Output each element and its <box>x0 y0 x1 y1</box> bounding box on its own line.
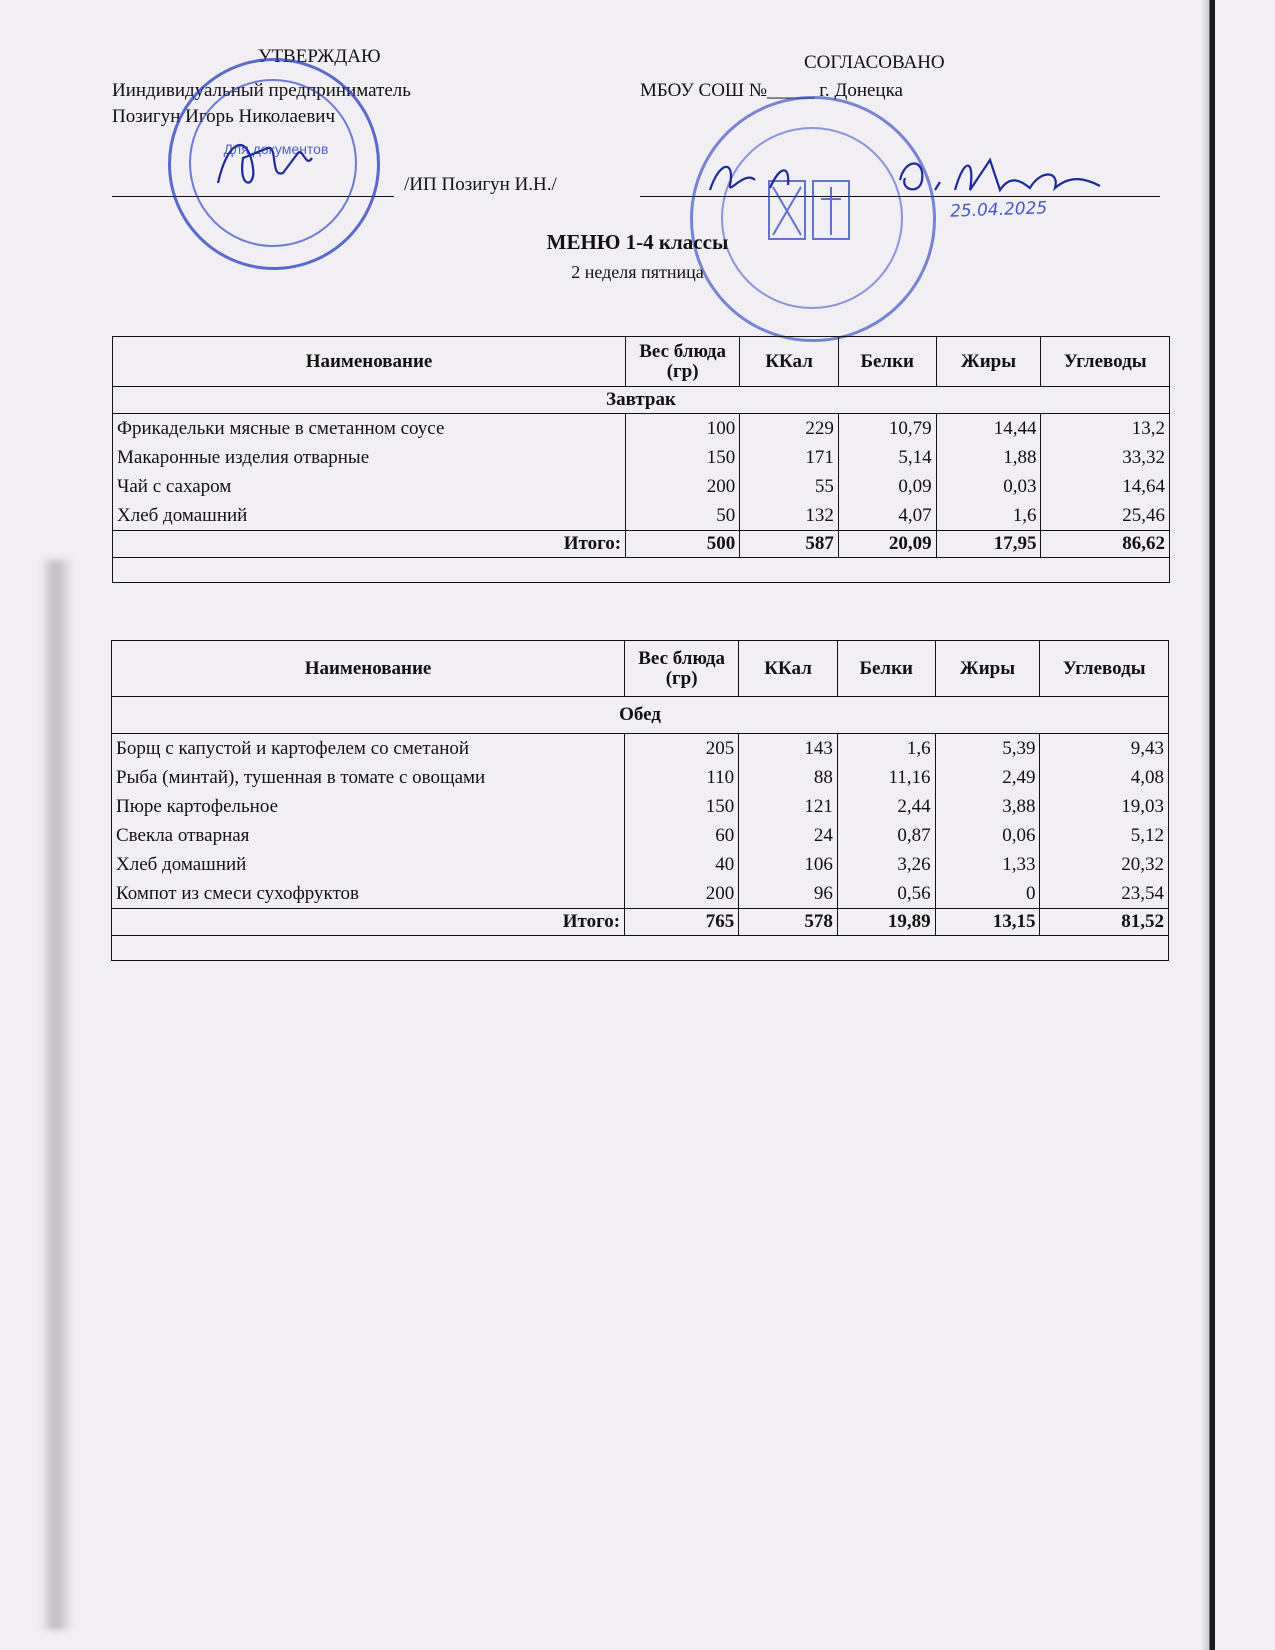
lunch-table <box>111 640 1169 961</box>
blank-cell <box>112 936 1169 961</box>
dish-carbs: 14,64 <box>1041 472 1170 501</box>
dish-weight: 200 <box>626 472 740 501</box>
dish-name: Компот из смеси сухофруктов <box>112 879 625 909</box>
header-name: Наименование <box>112 641 625 697</box>
dish-fat: 0 <box>935 879 1040 909</box>
total-protein: 19,89 <box>837 909 935 936</box>
dish-carbs: 5,12 <box>1040 821 1169 850</box>
dish-name: Свекла отварная <box>112 821 625 850</box>
agree-title: СОГЛАСОВАНО <box>804 52 945 73</box>
total-label: Итого: <box>113 531 626 558</box>
signature-left-icon <box>208 128 318 198</box>
dish-weight: 150 <box>625 792 739 821</box>
approve-signature-label: /ИП Позигун И.Н./ <box>404 174 557 195</box>
table-row <box>112 734 1169 764</box>
dish-protein: 11,16 <box>837 763 935 792</box>
total-carbs: 81,52 <box>1040 909 1169 936</box>
dish-fat: 5,39 <box>935 734 1040 764</box>
dish-protein: 2,44 <box>837 792 935 821</box>
dish-name: Рыба (минтай), тушенная в томате с овощами <box>112 763 625 792</box>
signature-right-icon <box>700 150 1120 210</box>
table-row <box>112 850 1169 879</box>
stamp-right-seal <box>690 96 936 342</box>
header-weight: Вес блюда (гр) <box>625 641 739 697</box>
table-row <box>113 443 1170 472</box>
dish-weight: 100 <box>626 414 740 444</box>
dish-name: Чай с сахаром <box>113 472 626 501</box>
table-header-row <box>112 641 1169 697</box>
dish-fat: 14,44 <box>936 414 1041 444</box>
total-protein: 20,09 <box>838 531 936 558</box>
header-protein: Белки <box>838 337 936 387</box>
dish-weight: 205 <box>625 734 739 764</box>
dish-fat: 2,49 <box>935 763 1040 792</box>
dish-name: Фрикадельки мясные в сметанном соусе <box>113 414 626 444</box>
page-title: МЕНЮ 1-4 классы <box>546 230 729 254</box>
dish-kcal: 171 <box>740 443 839 472</box>
dish-carbs: 25,46 <box>1041 501 1170 531</box>
dish-weight: 200 <box>625 879 739 909</box>
dish-kcal: 143 <box>739 734 838 764</box>
total-weight: 765 <box>625 909 739 936</box>
dish-kcal: 121 <box>739 792 838 821</box>
dish-carbs: 33,32 <box>1041 443 1170 472</box>
header-carbs: Углеводы <box>1040 641 1169 697</box>
dish-weight: 60 <box>625 821 739 850</box>
dish-name: Хлеб домашний <box>112 850 625 879</box>
dish-kcal: 132 <box>740 501 839 531</box>
dish-kcal: 55 <box>740 472 839 501</box>
dish-fat: 0,06 <box>935 821 1040 850</box>
dish-fat: 1,33 <box>935 850 1040 879</box>
header-weight: Вес блюда (гр) <box>626 337 740 387</box>
dish-protein: 3,26 <box>837 850 935 879</box>
stamp-left-center-text: Для документов <box>223 141 329 157</box>
section-row <box>112 697 1169 734</box>
header-fat: Жиры <box>936 337 1041 387</box>
dish-protein: 10,79 <box>838 414 936 444</box>
blank-cell <box>113 558 1170 583</box>
dish-carbs: 20,32 <box>1040 850 1169 879</box>
total-fat: 17,95 <box>936 531 1041 558</box>
dish-protein: 4,07 <box>838 501 936 531</box>
total-kcal: 587 <box>740 531 839 558</box>
header-carbs: Углеводы <box>1041 337 1170 387</box>
approve-person: Позигун Игорь Николаевич <box>112 106 336 127</box>
table-row <box>112 763 1169 792</box>
dish-carbs: 9,43 <box>1040 734 1169 764</box>
dish-weight: 40 <box>625 850 739 879</box>
dish-kcal: 96 <box>739 879 838 909</box>
header-fat: Жиры <box>935 641 1040 697</box>
breakfast-table <box>112 336 1170 583</box>
table-row <box>113 501 1170 531</box>
total-fat: 13,15 <box>935 909 1040 936</box>
total-label: Итого: <box>112 909 625 936</box>
dish-carbs: 4,08 <box>1040 763 1169 792</box>
signature-date: 25.04.2025 <box>949 198 1048 222</box>
dish-name: Хлеб домашний <box>113 501 626 531</box>
scan-shadow <box>40 560 74 1630</box>
dish-name: Пюре картофельное <box>112 792 625 821</box>
section-breakfast: Завтрак <box>113 387 1170 414</box>
approve-position: Ииндивидуальный предприниматель <box>112 80 411 101</box>
table-row <box>112 821 1169 850</box>
dish-weight: 50 <box>626 501 740 531</box>
agree-organization: МБОУ СОШ №_____ г. Донецка <box>640 80 903 101</box>
table-row <box>113 472 1170 501</box>
dish-fat: 3,88 <box>935 792 1040 821</box>
dish-protein: 0,87 <box>837 821 935 850</box>
total-carbs: 86,62 <box>1041 531 1170 558</box>
dish-fat: 1,88 <box>936 443 1041 472</box>
blank-row <box>113 558 1170 583</box>
section-row <box>113 387 1170 414</box>
dish-protein: 0,56 <box>837 879 935 909</box>
blank-row <box>112 936 1169 961</box>
total-kcal: 578 <box>739 909 838 936</box>
table-row <box>112 792 1169 821</box>
dish-kcal: 24 <box>739 821 838 850</box>
header-protein: Белки <box>837 641 935 697</box>
dish-name: Макаронные изделия отварные <box>113 443 626 472</box>
total-row <box>113 531 1170 558</box>
dish-carbs: 23,54 <box>1040 879 1169 909</box>
dish-kcal: 88 <box>739 763 838 792</box>
dish-protein: 5,14 <box>838 443 936 472</box>
total-row <box>112 909 1169 936</box>
dish-protein: 1,6 <box>837 734 935 764</box>
dish-fat: 1,6 <box>936 501 1041 531</box>
table-header-row <box>113 337 1170 387</box>
table-row <box>112 879 1169 909</box>
dish-carbs: 13,2 <box>1041 414 1170 444</box>
section-lunch: Обед <box>112 697 1169 734</box>
dish-kcal: 106 <box>739 850 838 879</box>
total-weight: 500 <box>626 531 740 558</box>
dish-carbs: 19,03 <box>1040 792 1169 821</box>
dish-weight: 110 <box>625 763 739 792</box>
dish-kcal: 229 <box>740 414 839 444</box>
table-row <box>113 414 1170 444</box>
dish-name: Борщ с капустой и картофелем со сметаной <box>112 734 625 764</box>
page-subtitle: 2 неделя пятница <box>571 262 704 282</box>
header-kcal: ККал <box>740 337 839 387</box>
header-name: Наименование <box>113 337 626 387</box>
dish-protein: 0,09 <box>838 472 936 501</box>
approve-title: УТВЕРЖДАЮ <box>258 46 381 67</box>
dish-weight: 150 <box>626 443 740 472</box>
header-kcal: ККал <box>739 641 838 697</box>
dish-fat: 0,03 <box>936 472 1041 501</box>
